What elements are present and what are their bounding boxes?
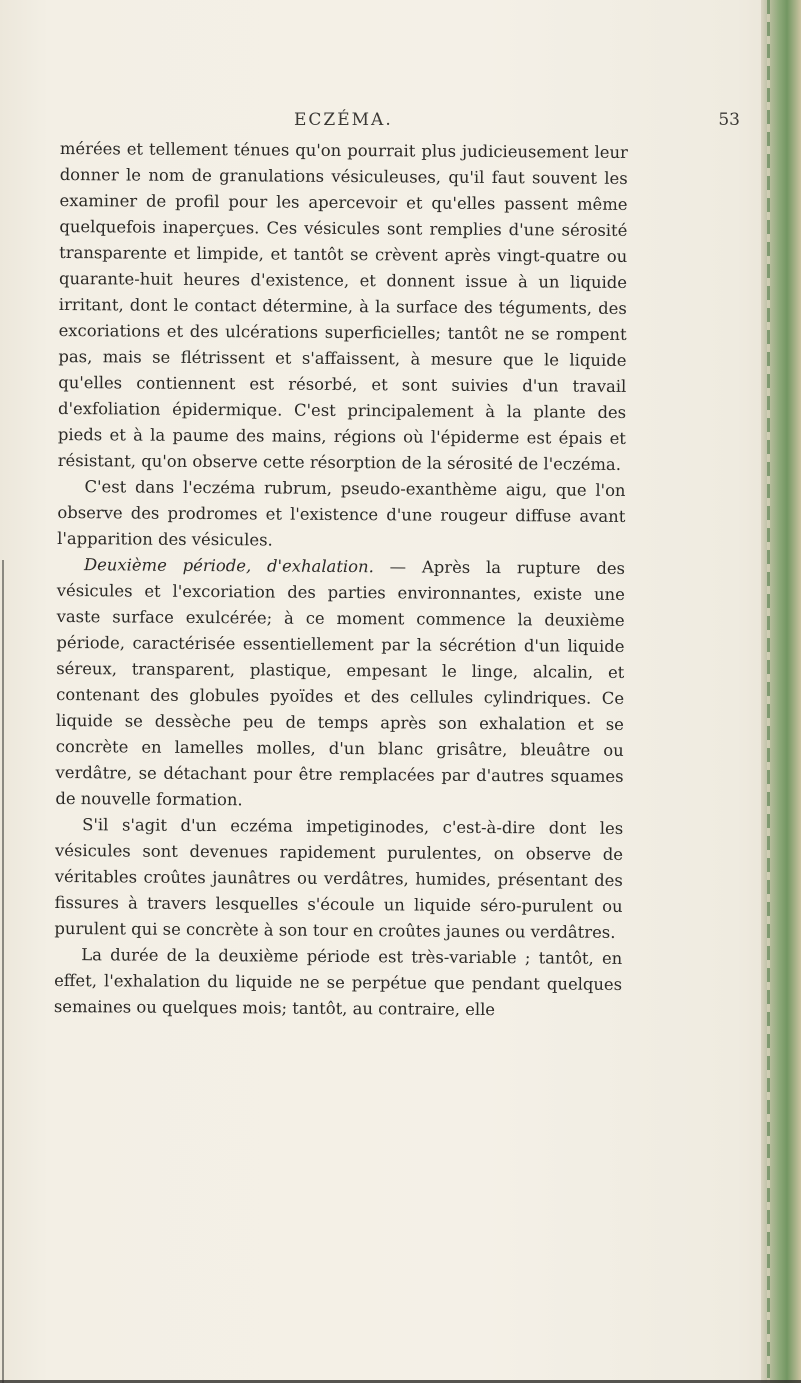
section-lead-italic: Deuxième période, d'exhalation. — [83, 555, 374, 577]
paragraph-second-period — [55, 552, 625, 816]
paragraph-continued: mérées et tellement ténues qu'on pourrait plus judicieusement leur donner le nom de granulations vésiculeuses, qu'il faut souvent les examiner de profil pour les apercevoir et qu'elles passent même quelquefois inaperçues. Ces vésicules sont remplies d'une sérosité transparente et limpide, et tantôt se crèvent après vingt-quatre ou quarante-huit heures d'existence, et donnent issue à un liquide irritant, dont le contact détermine, à la surface des téguments, des excoriations et des ulcérations superficielles; tantôt ne se rompent pas, mais se flétrissent et s'affaissent, à mesure que le liquide qu'elles contiennent est résorbé, et sont suivies d'un travail d'exfoliation épidermique. C'est principalement à la plante des pieds et à la paume des mains, régions où l'épiderme est épais et résistant, qu'on observe cette résorption de la sérosité de l'eczéma. — [57, 138, 628, 474]
paragraph-second-period-text: — Après la rupture des vésicules et l'excoriation des parties environnantes, existe une vaste surface exulcérée; à ce moment commence la deuxième période, caractérisée essentiellement par la sécrétion d'un liquide séreux, transparent, plastique, empesant le linge, alcalin, et contenant des globules pyoïdes et des cellules cylindriques. Ce liquide se dessèche peu de temps après son exhalation et se concrète en lamelles molles, d'un blanc grisâtre, bleuâtre ou verdâtre, se détachant pour être remplacées par d'autres squames de nouvelle formation. — [55, 557, 626, 810]
paragraph-eczema-rubrum: C'est dans l'eczéma rubrum, pseudo-exanthème aigu, que l'on observe des prodromes et l'existence d'une rougeur diffuse avant l'apparition des vésicules. — [57, 477, 626, 550]
paragraph-duration: La durée de la deuxième période est très-variable ; tantôt, en effet, l'exhalation du liquide ne se perpétue que pendant quelques semaines ou quelques mois; tantôt, au contraire, elle — [53, 945, 623, 1020]
page-edge-stack — [761, 0, 801, 1383]
running-title: ECZÉMA. — [294, 110, 393, 130]
page-header — [0, 110, 740, 136]
paragraph-impetiginodes: S'il s'agit d'un eczéma impetiginodes, c'est-à-dire dont les vésicules sont devenues rapidement purulentes, on observe de véritables croûtes jaunâtres ou verdâtres, humides, présentant des fissures à travers lesquelles s'écoule un liquide séro-purulent ou purulent qui se concrète à son tour en croûtes jaunes ou verdâtres. — [54, 815, 624, 942]
gutter-shadow-line — [2, 560, 4, 1383]
body-text — [54, 136, 628, 1024]
page-number: 53 — [718, 110, 740, 130]
